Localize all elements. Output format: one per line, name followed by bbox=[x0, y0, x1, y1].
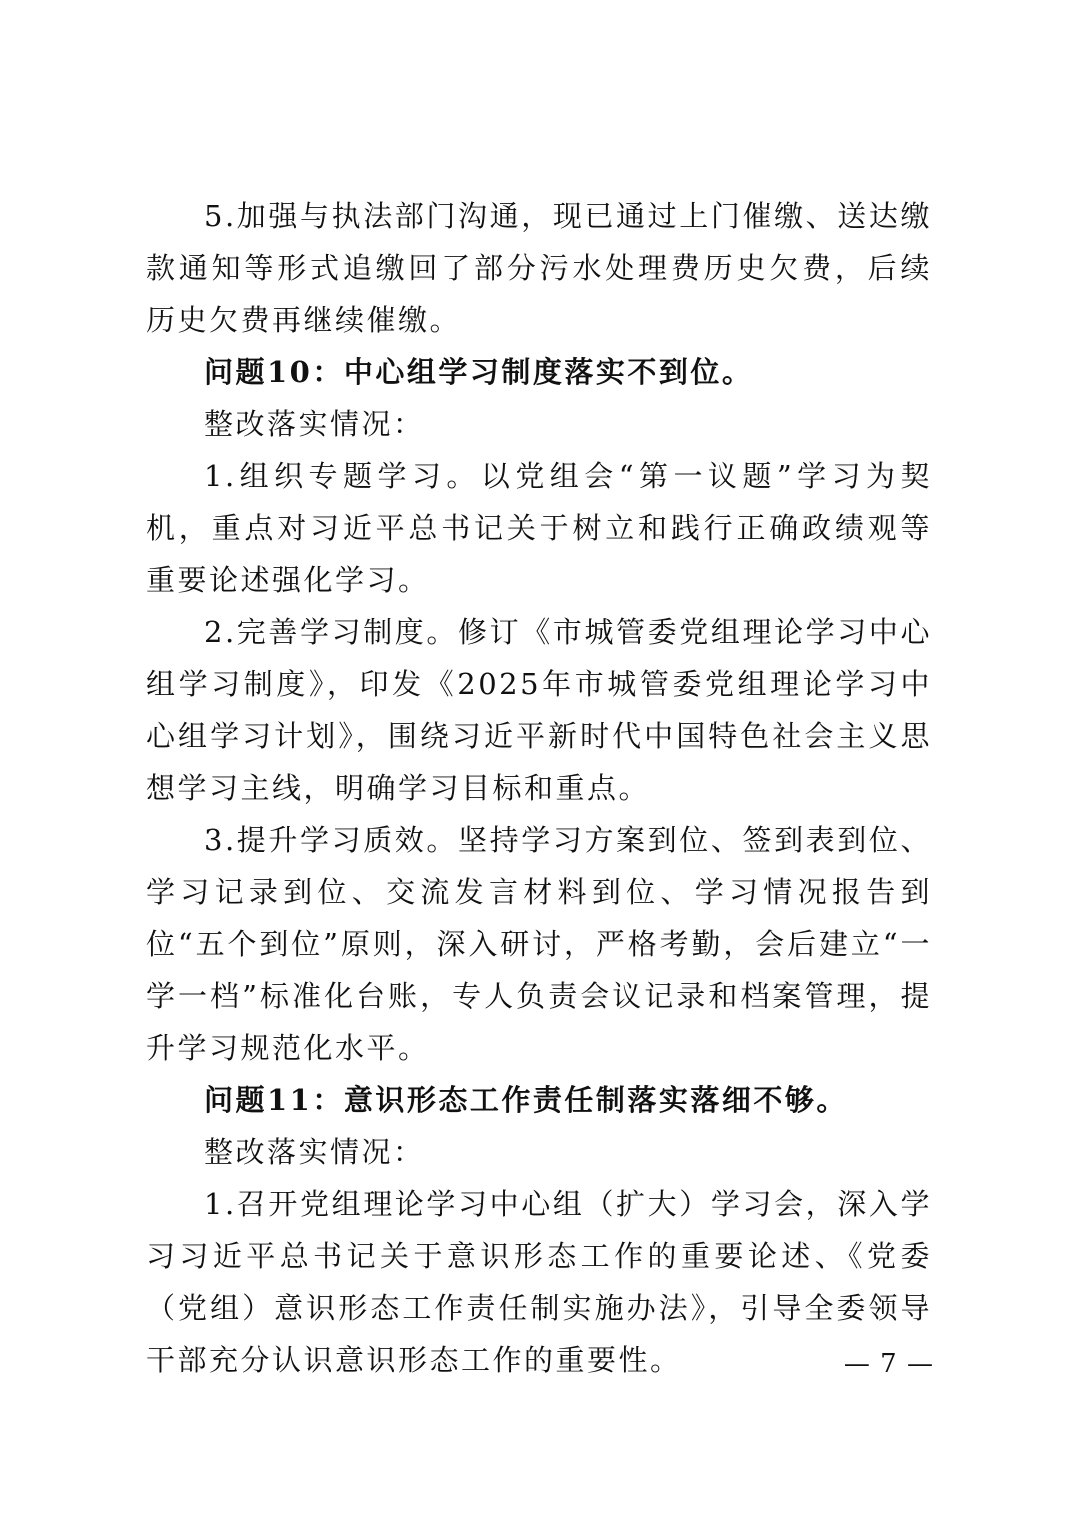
rectification-status-label: 整改落实情况： bbox=[204, 407, 425, 441]
paragraph-study-organization: 1.组织专题学习。以党组会“第一议题”学习为契机，重点对习近平总书记关于树立和践行正确政绩观等重要论述强化学习。 bbox=[146, 459, 932, 597]
rectification-status-label: 整改落实情况： bbox=[204, 1135, 425, 1169]
issue-11-heading: 问题11：意识形态工作责任制落实落细不够。 bbox=[204, 1083, 848, 1117]
issue-10-heading: 问题10：中心组学习制度落实不到位。 bbox=[204, 355, 754, 389]
page-number: — 7 — bbox=[843, 1349, 934, 1379]
document-body bbox=[146, 190, 932, 1386]
paragraph-item-5-remediation: 5.加强与执法部门沟通，现已通过上门催缴、送达缴款通知等形式追缴回了部分污水处理费历史欠费，后续历史欠费再继续催缴。 bbox=[146, 199, 932, 337]
paragraph-study-system: 2.完善学习制度。修订《市城管委党组理论学习中心组学习制度》，印发《2025年市城管委党组理论学习中心组学习计划》，围绕习近平新时代中国特色社会主义思想学习主线，明确学习目标和重点。 bbox=[146, 615, 932, 805]
paragraph-study-quality: 3.提升学习质效。坚持学习方案到位、签到表到位、学习记录到位、交流发言材料到位、学习情况报告到位“五个到位”原则，深入研讨，严格考勤，会后建立“一学一档”标准化台账，专人负责会议记录和档案管理，提升学习规范化水平。 bbox=[146, 823, 932, 1065]
paragraph-ideology-study: 1.召开党组理论学习中心组（扩大）学习会，深入学习习近平总书记关于意识形态工作的重要论述、《党委（党组）意识形态工作责任制实施办法》，引导全委领导干部充分认识意识形态工作的重要性。 bbox=[146, 1187, 932, 1377]
